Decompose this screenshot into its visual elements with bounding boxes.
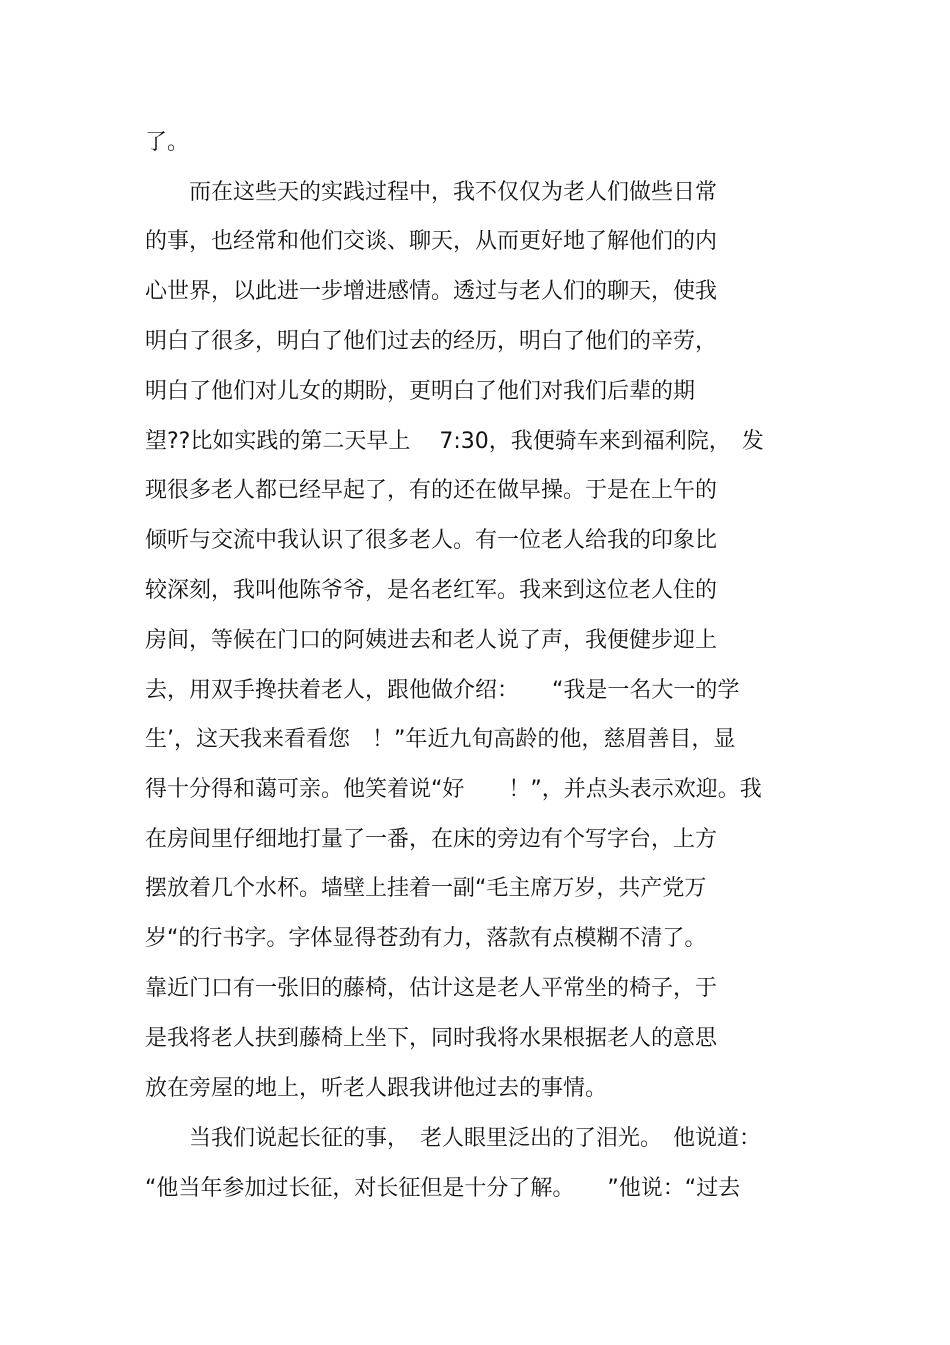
text-line: 靠近门口有一张旧的藤椅，估计这是老人平常坐的椅子，于	[145, 976, 718, 1001]
text-line: 得十分得和蔼可亲。他笑着说“好 ！”，并点头表示欢迎。我	[145, 777, 762, 802]
text-line: 摆放着几个水杯。墙壁上挂着一副“毛主席万岁，共产党万	[145, 876, 707, 901]
text-line: 现很多老人都已经早起了，有的还在做早操。于是在上午的	[145, 478, 718, 503]
text-line: 明白了他们对儿女的期盼，更明白了他们对我们后辈的期	[145, 379, 696, 404]
text-line: 放在旁屋的地上，听老人跟我讲他过去的事情。	[145, 1076, 608, 1101]
text-line: 明白了很多，明白了他们过去的经历，明白了他们的辛劳，	[145, 329, 718, 354]
text-line: 生’，这天我来看看您 ！”年近九旬高龄的他，慈眉善目，显	[145, 727, 736, 752]
text-line: 当我们说起长征的事， 老人眼里泛出的了泪光。 他说道：	[145, 1126, 762, 1151]
text-line: 心世界，以此进一步增进感情。透过与老人们的聊天，使我	[145, 279, 718, 304]
text-line: 而在这些天的实践过程中，我不仅仅为老人们做些日常	[145, 180, 718, 205]
text-line: “他当年参加过长征，对长征但是十分了解。 ”他说：“过去	[145, 1176, 741, 1201]
text-line: 较深刻，我叫他陈爷爷，是名老红军。我来到这位老人住的	[145, 578, 718, 603]
text-line: 是我将老人扶到藤椅上坐下，同时我将水果根据老人的意思	[145, 1026, 718, 1051]
text-line: 在房间里仔细地打量了一番，在床的旁边有个写字台，上方	[145, 827, 718, 852]
text-line: 去，用双手搀扶着老人，跟他做介绍： “我是一名大一的学	[145, 678, 740, 703]
text-line: 房间，等候在门口的阿姨进去和老人说了声，我便健步迎上	[145, 628, 718, 653]
text-line: 岁“的行书字。字体显得苍劲有力，落款有点模糊不清了。	[145, 926, 707, 951]
text-line: 的事，也经常和他们交谈、聊天，从而更好地了解他们的内	[145, 229, 718, 254]
text-line: 望??比如实践的第二天早上 7:30，我便骑车来到福利院， 发	[145, 429, 764, 454]
text-line: 倾听与交流中我认识了很多老人。有一位老人给我的印象比	[145, 528, 718, 553]
text-line: 了。	[145, 130, 190, 155]
